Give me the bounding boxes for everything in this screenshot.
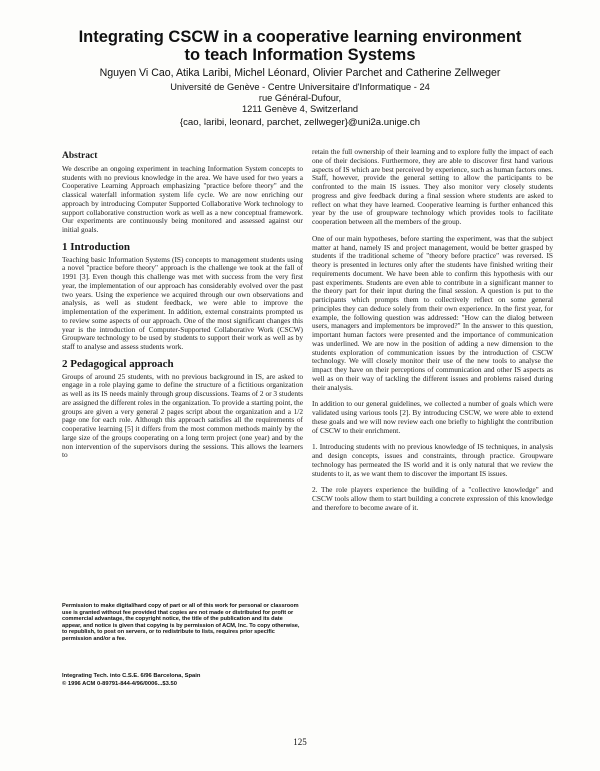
right-paragraph-1: retain the full ownership of their learning and to explore fully the impact of each one of their decisions. Furthermore, they are able to discover first hand various aspects of IS which are best perceived by experience, such as human factors ones. Staff, however, provide the general setting to allow the participants to be confronted to the main IS issues. They also monitor very closely students progress and give feedback during a final session where students are asked to reflect on what they have learned. Cooperative learning is further enhanced this year by the use of groupware technology which provides tools to facilitate cooperation between all the members of the group. [312, 147, 553, 226]
conference-line-2: © 1996 ACM 0-89791-844-4/96/0006...$3.50 [62, 680, 177, 687]
section-1-text: Teaching basic Information Systems (IS) concepts to management students using a novel "practice before theory" approach is the challenge we took at the fall of 1991 [3]. Even though this challenge was met with success from the very first year, the implementation of our approach has considerably evolved over the past two years. Using the experience we acquired through our own observations and analysis, as well as student feedback, we were able to improve the implementation of the experiment. In addition, external constraints prompted us to review some aspects of our approach. One of the most significant changes this year is the introduction of Computer-Supported Collaborative Work (CSCW) Groupware technology to be used by students to support their work as well as by staff to analyse and assess students work. [62, 254, 303, 351]
section-1-heading: 1 Introduction [62, 240, 130, 253]
section-2-heading: 2 Pedagogical approach [62, 357, 174, 370]
page-number: 125 [293, 737, 307, 747]
copyright-text: Permission to make digital/hard copy of part or all of this work for personal or classroom use is granted without fee provided that copies are not made or distributed for profit or commercial advantage, the copyright notice, the title of the publication and its date appear, and notice is given that copying is by permission of ACM, Inc. To copy otherwise, to republish, to post on servers, or to redistribute to lists, requires prior specific permission and/or a fee. [62, 603, 300, 642]
conference-info [62, 673, 303, 688]
conference-line-1: Integrating Tech. into C.S.E. 6/96 Barcelona, Spain [62, 673, 201, 679]
paper-title-line-1: Integrating CSCW in a cooperative learning environment [78, 28, 522, 46]
right-paragraph-2: One of our main hypotheses, before starting the experiment, was that the subject matter at hand, namely IS and project management, would be better grasped by students if the traditional scheme of "theory before practice" was reversed. IS theory is presented in lectures only after the students have finished writing their requirements document. We have been able to confirm this hypothesis with our past experiments. Students are even able to contribute in a significant manner to the theory part for their input during the final session. A question is put to the participants which prompts them to collectively reflect on some general principles they can deduce solely from their own experience. In the first year, for example, the following question was addressed: "How can the dialog between users, managers and implementors be improved?" In the answer to this question, important human factors were presented and the importance of communication was underlined. We are now in the position of adding a new dimension to the students exploration of communication issues by the introduction of CSCW technology. We will closely monitor their use of the new tools to analyse the impact they have on their perceptions of communication and other IS aspects as well as on their way of tackling the different issues and problems raised during their analysis. [312, 233, 553, 392]
abstract-heading: Abstract [62, 151, 98, 161]
left-column [62, 152, 303, 460]
paper-title-line-2: to teach Information Systems [184, 46, 416, 64]
goal-item-2: 2. The role players experience the building of a "collective knowledge" and CSCW tools allow them to start building a concrete expression of this knowledge and therefore to become aware of it. [312, 485, 553, 512]
section-2-text: Groups of around 25 students, with no previous background in IS, are asked to engage in a role playing game to define the structure of a fictitious organization as well as its IS needs mainly through group discussions. Teams of 2 or 3 students are assigned the different roles in the organization. To provide a starting point, the groups are given a very general 2 pages script about the organization and a 1/2 page one for each role. Although this approach satisfies all the requirements of cooperative learning [5] it differs from the most common methods mainly by the large size of the groups cooperating on a long term project (one year) and by the non intervention of the supervisors during the sessions. This allows the learners to [62, 371, 303, 460]
right-column [312, 148, 553, 513]
authors: Nguyen Vi Cao, Atika Laribi, Michel Léonard, Olivier Parchet and Catherine Zellweger [99, 67, 501, 79]
affiliation-line-2: rue Général-Dufour, [258, 93, 342, 103]
affiliation-line-3: 1211 Genève 4, Switzerland [241, 104, 359, 114]
abstract-text: We describe an ongoing experiment in teaching Information System concepts to students with no previous knowledge in the area. We have used for two years a Cooperative Learning Approach emphasizing "practice before theory" and the classical waterfall information system life cycle. We are now enriching our approach by introducing Computer Supported Collaborative Work technology to support collaborative construction work as well as a new conceptual framework. Our experiments are continuously being monitored and assessed against our initial goals. [62, 163, 303, 234]
affiliation-line-1: Université de Genève - Centre Universitaire d'Informatique - 24 [170, 82, 430, 92]
goal-item-1: 1. Introducing students with no previous knowledge of IS techniques, in analysis and design concepts, issues and constraints, through practice. Groupware technology has permeated the IS world and it is only natural that we review the students to it, as we want them to discover the important IS issues. [312, 442, 553, 478]
author-emails: {cao, laribi, leonard, parchet, zellweger}@uni2a.unige.ch [179, 117, 421, 128]
right-paragraph-3: In addition to our general guidelines, we collected a number of goals which were validated using various tools [2]. By introducing CSCW, we were able to extend these goals and we will now review each one briefly to highlight the contribution of CSCW to their enrichment. [312, 399, 553, 435]
copyright-notice [62, 603, 303, 643]
